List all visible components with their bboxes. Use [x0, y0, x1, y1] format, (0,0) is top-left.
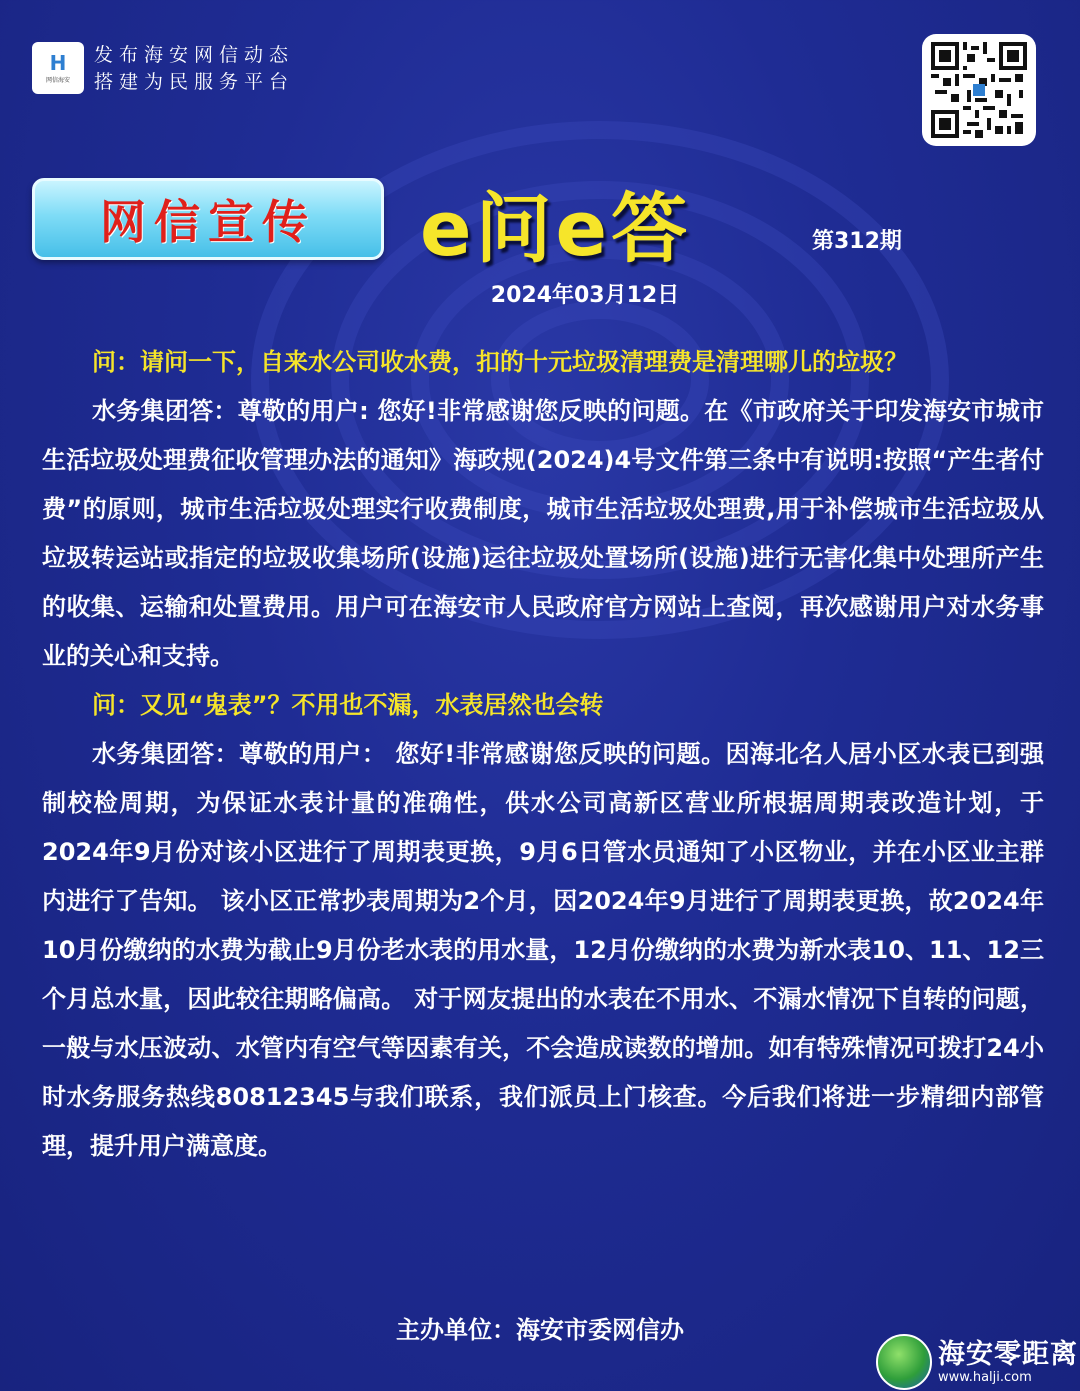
publish-date: 2024年03月12日 — [490, 283, 680, 308]
logo-caption: 网信海安 — [45, 76, 70, 84]
logo-mark: H — [49, 50, 67, 75]
answer-1: 水务集团答：尊敬的用户: 您好!非常感谢您反映的问题。在《市政府关于印发海安市城市生活垃圾处理费征收管理办法的通知》海政规(2024)4号文件第三条中有说明:按照“产生者付费”的原则，城市生活垃圾处理实行收费制度，城市生活垃圾处理费,用于补偿城市生活垃圾从垃圾转运站或指定的垃圾收集场所(设施)运往垃圾处置场所(设施)进行无害化集中处理所产生的收集、运输和处置费用。用户可在海安市人民政府官方网站上查阅，再次感谢用户对水务事业的关心和支持。 — [42, 397, 1044, 670]
question-1: 问：请问一下，自来水公司收水费，扣的十元垃圾清理费是清理哪儿的垃圾？ — [92, 348, 908, 376]
issue-number: 第312期 — [812, 229, 902, 254]
slogan-line-2: 搭建为民服务平台 — [94, 71, 295, 93]
site-logo — [32, 42, 84, 94]
badge-label: 网信宣传 — [100, 195, 316, 249]
question-2: 问：又见“鬼表”？不用也不漏，水表居然也会转 — [92, 691, 604, 719]
sponsor-line: 主办单位：海安市委网信办 — [396, 1316, 684, 1344]
slogan — [94, 42, 294, 96]
watermark — [876, 1334, 1078, 1390]
watermark-url: www.halji.com — [938, 1369, 1032, 1385]
watermark-title: 海安零距离 — [938, 1338, 1078, 1370]
qr-code[interactable] — [922, 34, 1036, 146]
qa-content — [42, 338, 1044, 1171]
column-title: e问e答 — [420, 184, 692, 273]
globe-icon — [876, 1334, 932, 1390]
answer-2: 水务集团答：尊敬的用户： 您好!非常感谢您反映的问题。因海北名人居小区水表已到强制校检周期，为保证水表计量的准确性，供水公司高新区营业所根据周期表改造计划，于2024年9月份对该小区进行了周期表更换，9月6日管水员通知了小区物业，并在小区业主群内进行了告知。 该小区正常抄表周期为2个月，因2024年9月进行了周期表更换，故2024年10月份缴纳的水费为截止9月份老水表的用水量，12月份缴纳的水费为新水表10、11、12三个月总水量，因此较往期略偏高。 对于网友提出的水表在不用水、不漏水情况下自转的问题，一般与水压波动、水管内有空气等因素有关，不会造成读数的增加。如有特殊情况可拨打24小时水务服务热线80812345与我们联系，我们派员上门核查。今后我们将进一步精细内部管理，提升用户满意度。 — [42, 740, 1044, 1160]
category-badge — [32, 178, 384, 260]
slogan-line-1: 发布海安网信动态 — [94, 44, 295, 66]
qr-code-icon — [931, 42, 1027, 138]
